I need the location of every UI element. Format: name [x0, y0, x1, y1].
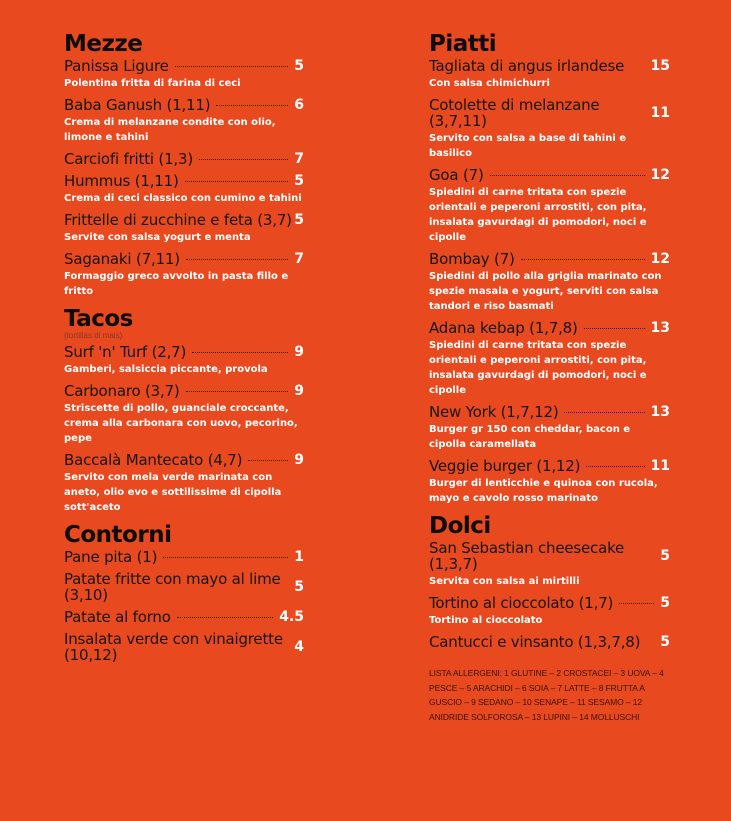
dotted-leader — [584, 328, 645, 329]
menu-item — [64, 212, 304, 245]
menu-item — [429, 58, 670, 91]
dish-price: 13 — [650, 404, 670, 420]
dish-price: 5 — [294, 173, 304, 189]
menu-item — [64, 58, 304, 91]
dish-price: 6 — [294, 97, 304, 113]
dish-price: 5 — [294, 579, 304, 595]
menu-item — [429, 634, 670, 650]
menu-item — [64, 609, 304, 625]
menu-item — [64, 571, 304, 603]
dish-name: Saganaki (7,11) — [64, 250, 180, 268]
dish-name: Bombay (7) — [429, 250, 515, 268]
dish-price: 11 — [650, 458, 670, 474]
section-title-dolci: Dolci — [429, 513, 491, 539]
dish-description: Servito con salsa a base di tahini e basilico — [429, 133, 627, 159]
dish-name: Pane pita (1) — [64, 548, 158, 566]
menu-item-row — [429, 458, 670, 474]
dish-price: 9 — [294, 452, 304, 468]
menu-item-row — [429, 404, 670, 420]
section-title-contorni: Contorni — [64, 522, 172, 548]
dish-price: 15 — [650, 58, 670, 74]
dish-price: 7 — [294, 151, 304, 167]
dish-description: Con salsa chimichurri — [429, 78, 550, 89]
menu-item — [429, 251, 670, 314]
menu-item — [429, 540, 670, 589]
dish-price: 9 — [294, 383, 304, 399]
dish-price: 9 — [294, 344, 304, 360]
dish-name: Carciofi fritti (1,3) — [64, 150, 193, 168]
menu-item-row — [429, 634, 670, 650]
dish-name: Cotolette di melanzane (3,7,11) — [429, 96, 600, 130]
menu-item-row — [429, 540, 670, 572]
menu-item-row — [429, 167, 670, 183]
dish-price: 5 — [660, 548, 670, 564]
menu-item — [429, 320, 670, 398]
dotted-leader — [619, 603, 654, 604]
dish-price: 12 — [650, 251, 670, 267]
section-title-tacos: Tacos — [64, 306, 133, 332]
dotted-leader — [521, 259, 645, 260]
menu-item-row — [64, 97, 304, 113]
dish-price: 5 — [660, 634, 670, 650]
dish-name: Hummus (1,11) — [64, 172, 179, 190]
dish-price: 4.5 — [279, 609, 304, 625]
menu-item — [64, 97, 304, 145]
dish-name: New York (1,7,12) — [429, 403, 559, 421]
left-column — [64, 30, 304, 669]
allergen-list: LISTA ALLERGENI: 1 GLUTINE – 2 CROSTACEI – 3 UOVA – 4 PESCE – 5 ARACHIDI – 6 SOIA – 7 LATTE – 8 FRUTTA A GUSCIO – 9 SEDANO – 10 SENAPE – 11 SESAMO – 12 ANIDRIDE SOLFOROSA – 13 LUPINI – 14 MOLLUSCHI — [429, 668, 664, 722]
dish-description: Gamberi, salsiccia piccante, provola — [64, 364, 268, 375]
dotted-leader — [192, 352, 288, 353]
dish-name: Carbonaro (3,7) — [64, 382, 180, 400]
dish-price: 13 — [650, 320, 670, 336]
section-note: (tortillas di mais) — [64, 331, 123, 340]
dish-description: Tortino al cioccolato — [429, 615, 543, 626]
right-column — [429, 30, 670, 724]
dish-name: Patate fritte con mayo al lime (3,10) — [64, 570, 281, 604]
dish-description: Servita con salsa ai mirtilli — [429, 576, 580, 587]
dotted-leader — [185, 181, 289, 182]
dish-description: Spiedini di carne tritata con spezie orientali e peperoni arrostiti, con pita, insalata gavurdagi di pomodori, noci e cipolle — [429, 340, 647, 396]
menu-item-row — [64, 251, 304, 267]
menu-item — [64, 344, 304, 377]
menu-item-row — [64, 212, 304, 228]
dish-description: Formaggio greco avvolto in pasta fillo e fritto — [64, 271, 289, 297]
menu-item — [429, 595, 670, 628]
dish-price: 5 — [294, 58, 304, 74]
menu-item — [64, 173, 304, 206]
dish-price: 1 — [294, 549, 304, 565]
dish-description: Burger di lenticchie e quinoa con rucola, mayo e cavolo rosso marinato — [429, 478, 658, 504]
dotted-leader — [163, 557, 288, 558]
dish-price: 11 — [650, 105, 670, 121]
dish-name: Baba Ganush (1,11) — [64, 96, 211, 114]
dish-description: Spiedini di pollo alla griglia marinato con spezie masala e yogurt, serviti con salsa tandori e riso basmati — [429, 271, 662, 312]
dish-description: Burger gr 150 con cheddar, bacon e cipolla caramellata — [429, 424, 631, 450]
dish-price: 12 — [650, 167, 670, 183]
dish-name: Baccalà Mantecato (4,7) — [64, 451, 243, 469]
dish-description: Servite con salsa yogurt e menta — [64, 232, 251, 243]
menu-item-row — [429, 251, 670, 267]
menu-item — [64, 251, 304, 299]
dotted-leader — [248, 460, 288, 461]
menu-item — [64, 151, 304, 167]
dotted-leader — [186, 391, 289, 392]
menu-item-row — [64, 151, 304, 167]
menu-item — [429, 97, 670, 161]
dish-price: 4 — [294, 639, 304, 655]
dish-price: 5 — [294, 212, 304, 228]
dish-name: Surf 'n' Turf (2,7) — [64, 343, 187, 361]
menu-item — [64, 549, 304, 565]
section-title-piatti: Piatti — [429, 31, 497, 57]
dish-description: Striscette di pollo, guanciale croccante, crema alla carbonara con uovo, pecorino, pepe — [64, 403, 298, 444]
dotted-leader — [175, 66, 289, 67]
dish-description: Polentina fritta di farina di ceci — [64, 78, 241, 89]
section-title-mezze: Mezze — [64, 31, 143, 57]
dish-name: Veggie burger (1,12) — [429, 457, 581, 475]
menu-item-row — [64, 383, 304, 399]
dish-description: Crema di melanzane condite con olio, limone e tahini — [64, 117, 276, 143]
dotted-leader — [186, 259, 288, 260]
menu-item-row — [429, 58, 670, 74]
dish-name: Cantucci e vinsanto (1,3,7,8) — [429, 633, 641, 651]
menu-item-row — [64, 58, 304, 74]
menu-item — [64, 631, 304, 663]
menu-item-row — [429, 97, 670, 129]
menu-item-row — [64, 571, 304, 603]
dish-description: Servito con mela verde marinata con aneto, olio evo e sottilissime di cipolla sott'aceto — [64, 472, 282, 513]
menu-item — [429, 404, 670, 452]
dish-name: Patate al forno — [64, 608, 171, 626]
menu-item — [64, 452, 304, 515]
dotted-leader — [564, 412, 644, 413]
menu-item — [429, 167, 670, 245]
dish-name: Adana kebap (1,7,8) — [429, 319, 578, 337]
dish-description: Spiedini di carne tritata con spezie orientali e peperoni arrostiti, con pita, insalata gavurdagi di pomodori, noci e cipolle — [429, 187, 647, 243]
dotted-leader — [490, 175, 645, 176]
dish-name: San Sebastian cheesecake (1,3,7) — [429, 539, 625, 573]
dish-price: 5 — [660, 595, 670, 611]
dotted-leader — [216, 105, 288, 106]
dish-description: Crema di ceci classico con cumino e tahini — [64, 193, 302, 204]
menu-item-row — [64, 173, 304, 189]
dish-name: Panissa Ligure — [64, 57, 169, 75]
menu-item — [429, 458, 670, 506]
dotted-leader — [586, 466, 644, 467]
dish-name: Goa (7) — [429, 166, 484, 184]
menu-item-row — [64, 452, 304, 468]
dish-name: Insalata verde con vinaigrette (10,12) — [64, 630, 283, 664]
dotted-leader — [177, 617, 273, 618]
dish-name: Frittelle di zucchine e feta (3,7) — [64, 211, 292, 229]
menu-item-row — [64, 609, 304, 625]
menu-item-row — [64, 631, 304, 663]
dotted-leader — [199, 159, 288, 160]
menu-item-row — [64, 549, 304, 565]
dish-name: Tortino al cioccolato (1,7) — [429, 594, 614, 612]
dish-name: Tagliata di angus irlandese — [429, 57, 625, 75]
menu-item-row — [429, 595, 670, 611]
menu-item-row — [429, 320, 670, 336]
dish-price: 7 — [294, 251, 304, 267]
menu-item-row — [64, 344, 304, 360]
menu-item — [64, 383, 304, 446]
